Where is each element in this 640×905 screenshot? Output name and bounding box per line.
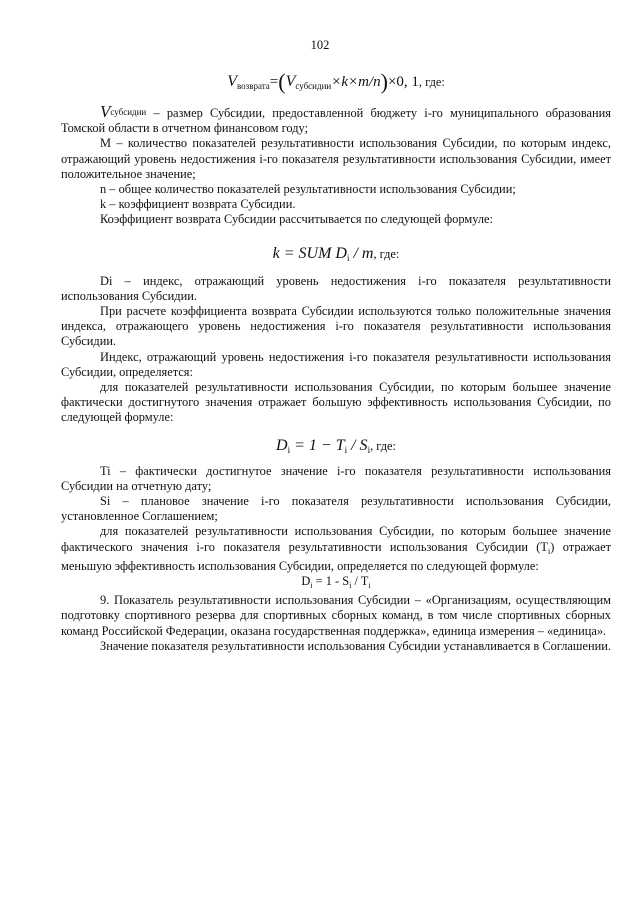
formula-k: k = SUM $D_i$ / m, где:: [272, 244, 400, 263]
definition-m: M – количество показателей результативности использования Субсидии, по которым индекс, отражающий уровень недостижения i-го показателя результативности использования Субсидии, имеет положительное значение;: [61, 136, 611, 181]
para-more-is-worse: для показателей результативности использования Субсидии, по которым большее значение фактического значения i-го показателя результативности использования Субсидии $(T_i)$ отражает меньшую эффективность использования Субсидии, определяется по следующей формуле:: [61, 524, 611, 573]
page-number: 102: [310, 38, 330, 52]
para-index-defined: Индекс, отражающий уровень недостижения i-го показателя результативности использования Субсидии, определяется:: [61, 349, 611, 379]
definition-n: n – общее количество показателей результативности использования Субсидии;: [100, 182, 516, 197]
formula-di-1: $D_i = 1 - T_i / S_i$, где:: [276, 436, 396, 455]
para-positive-values: При расчете коэффициента возврата Субсидии используются только положительные значения индекса, отражающего уровень недостижения i-го показателя результативности использования Субсидии.: [61, 304, 611, 349]
definition-si: Si – плановое значение i-го показателя результативности использования Субсидии, установленное Соглашением;: [61, 494, 611, 524]
para-more-is-better: для показателей результативности использования Субсидии, по которым большее значение фактически достигнутого значения отражает большую эффективность использования Субсидии, по следующей формуле:: [61, 380, 611, 425]
formula-di-2: $D_i = 1 - S_i / T_i$: [301, 574, 371, 591]
definition-v-subsidy: $V^{субсидии}$ – размер Субсидии, предоставленной бюджету i-го муниципального образования Томской области в отчетном финансовом году;: [61, 102, 611, 136]
definition-di: Di – индекс, отражающий уровень недостижения i-го показателя результативности использования Субсидии.: [61, 273, 611, 303]
item-9: 9. Показатель результативности использования Субсидии – «Организациям, осуществляющим подготовку спортивного резерва для спортивных сборных команд, в том числе спортивных сборных команд Российской Федерации, оказана государственная поддержка», единица измерения – «единица».: [61, 593, 611, 638]
formula-refund-amount: $V_{возврата}=(V_{субсидии}\times k\times m/n)\times 0$, 1, где:: [227, 69, 445, 94]
final-paragraph: Значение показателя результативности использования Субсидии устанавливается в Соглашении.: [100, 638, 611, 653]
coef-intro: Коэффициент возврата Субсидии рассчитывается по следующей формуле:: [100, 212, 494, 227]
definition-k: k – коэффициент возврата Субсидии.: [100, 197, 296, 212]
definition-ti: Ti – фактически достигнутое значение i-го показателя результативности использования Субсидии на отчетную дату;: [61, 463, 611, 493]
